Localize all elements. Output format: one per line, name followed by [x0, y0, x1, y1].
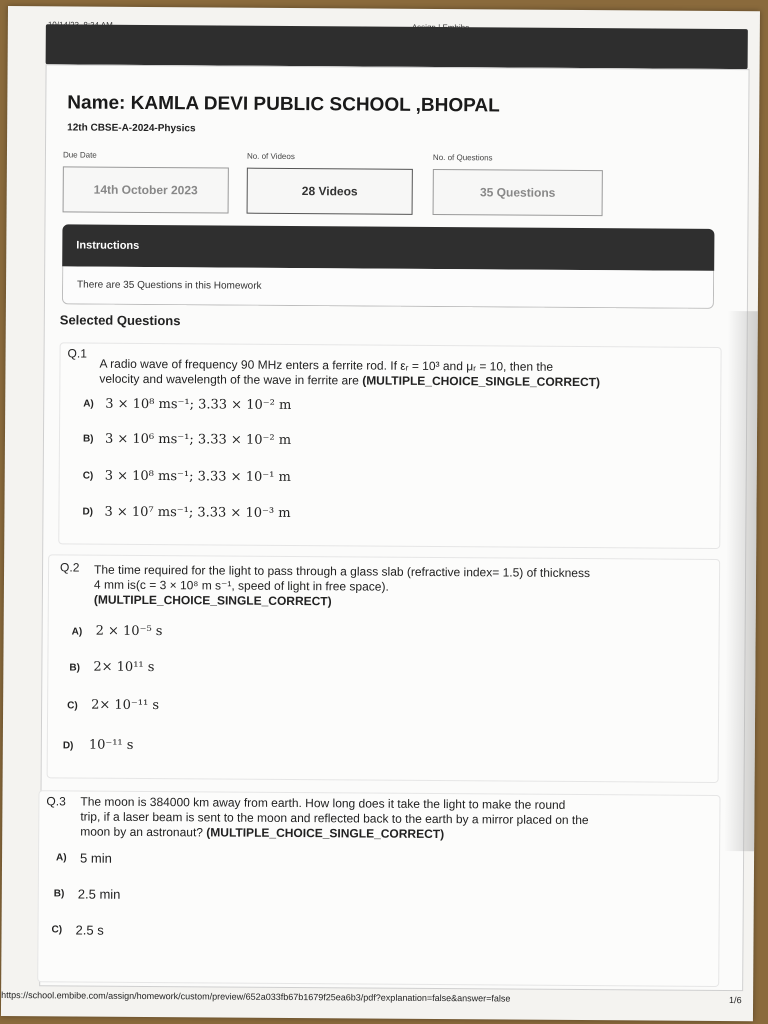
- option-text[interactable]: 3 × 10⁸ ms⁻¹; 3.33 × 10⁻² m: [105, 396, 292, 413]
- question-type-tag: (MULTIPLE_CHOICE_SINGLE_CORRECT): [93, 592, 332, 609]
- option-text[interactable]: 2.5 s: [75, 922, 104, 938]
- option-letter: C): [51, 924, 63, 936]
- instructions-title: Instructions: [76, 239, 140, 252]
- option-letter: D): [62, 740, 74, 752]
- questions-value: 35 Questions: [479, 185, 556, 200]
- option-letter: A): [83, 398, 94, 410]
- question-line: trip, if a laser beam is sent to the moon and reflected back to the earth by a mirror placed on the: [80, 809, 589, 828]
- option-letter: C): [67, 700, 78, 712]
- option-text[interactable]: 10⁻¹¹ s: [88, 737, 134, 753]
- option-letter: B): [69, 662, 80, 674]
- question-number: Q.3: [46, 794, 66, 809]
- questions-label: No. of Questions: [432, 152, 493, 163]
- option-text[interactable]: 2.5 min: [77, 886, 121, 902]
- option-letter: B): [53, 888, 65, 900]
- page-number: 1/6: [729, 995, 742, 1006]
- due-date-label: Due Date: [62, 150, 97, 160]
- videos-value: 28 Videos: [301, 184, 358, 199]
- questions-box[interactable]: [433, 169, 603, 216]
- section-title: Selected Questions: [59, 312, 181, 329]
- instructions-text: There are 35 Questions in this Homework: [77, 279, 262, 292]
- option-letter: C): [82, 470, 94, 482]
- app-top-bar: [46, 24, 748, 69]
- due-date-value: 14th October 2023: [93, 182, 198, 198]
- question-line: A radio wave of frequency 90 MHz enters a ferrite rod. If εᵣ = 10³ and μᵣ = 10, then the: [99, 356, 554, 374]
- option-text[interactable]: 5 min: [80, 850, 112, 866]
- instructions-body: [62, 266, 714, 309]
- question-number: Q.1: [67, 346, 87, 361]
- question-line: moon by an astronaut?: [80, 824, 204, 840]
- printed-page: [1, 6, 760, 1021]
- course-name: 12th CBSE-A-2024-Physics: [67, 122, 196, 135]
- option-text[interactable]: 2× 10¹¹ s: [93, 659, 155, 676]
- option-text[interactable]: 3 × 10⁷ ms⁻¹; 3.33 × 10⁻³ m: [104, 504, 291, 521]
- question-line: The time required for the light to pass through a glass slab (refractive index= 1.5) of thickness: [94, 562, 591, 581]
- question-number: Q.2: [60, 560, 80, 575]
- page-title: Name: KAMLA DEVI PUBLIC SCHOOL ,BHOPAL: [67, 92, 500, 117]
- question-type-tag: (MULTIPLE_CHOICE_SINGLE_CORRECT): [362, 373, 601, 390]
- option-text[interactable]: 3 × 10⁶ ms⁻¹; 3.33 × 10⁻² m: [104, 431, 292, 448]
- question-text: [94, 563, 714, 612]
- due-date-box: [63, 166, 229, 213]
- option-text[interactable]: 2× 10⁻¹¹ s: [91, 697, 160, 714]
- option-letter: A): [71, 626, 83, 638]
- option-text[interactable]: 3 × 10⁸ ms⁻¹; 3.33 × 10⁻¹ m: [104, 468, 291, 485]
- option-text[interactable]: 2 × 10⁻⁵ s: [95, 623, 163, 640]
- option-letter: D): [82, 506, 94, 518]
- question-line: 4 mm is(c = 3 × 10⁸ m s⁻¹, speed of light in free space).: [93, 577, 389, 594]
- paper-shadow: [724, 311, 758, 851]
- option-letter: A): [56, 852, 67, 864]
- question-line: velocity and wavelength of the wave in ferrite are: [99, 371, 359, 388]
- instructions-header: [62, 224, 714, 271]
- videos-label: No. of Videos: [246, 151, 295, 162]
- videos-box[interactable]: [247, 168, 413, 215]
- question-type-tag: (MULTIPLE_CHOICE_SINGLE_CORRECT): [206, 825, 445, 842]
- question-text: [99, 357, 709, 391]
- question-line: The moon is 384000 km away from earth. How long does it take the light to make the round: [80, 794, 566, 812]
- question-text: [80, 795, 716, 844]
- footer-url: https://school.embibe.com/assign/homework/custom/preview/652a033fb67b1679f25ea6b3/pdf?explanation=false&answer=false: [1, 989, 511, 1004]
- option-letter: B): [82, 433, 94, 445]
